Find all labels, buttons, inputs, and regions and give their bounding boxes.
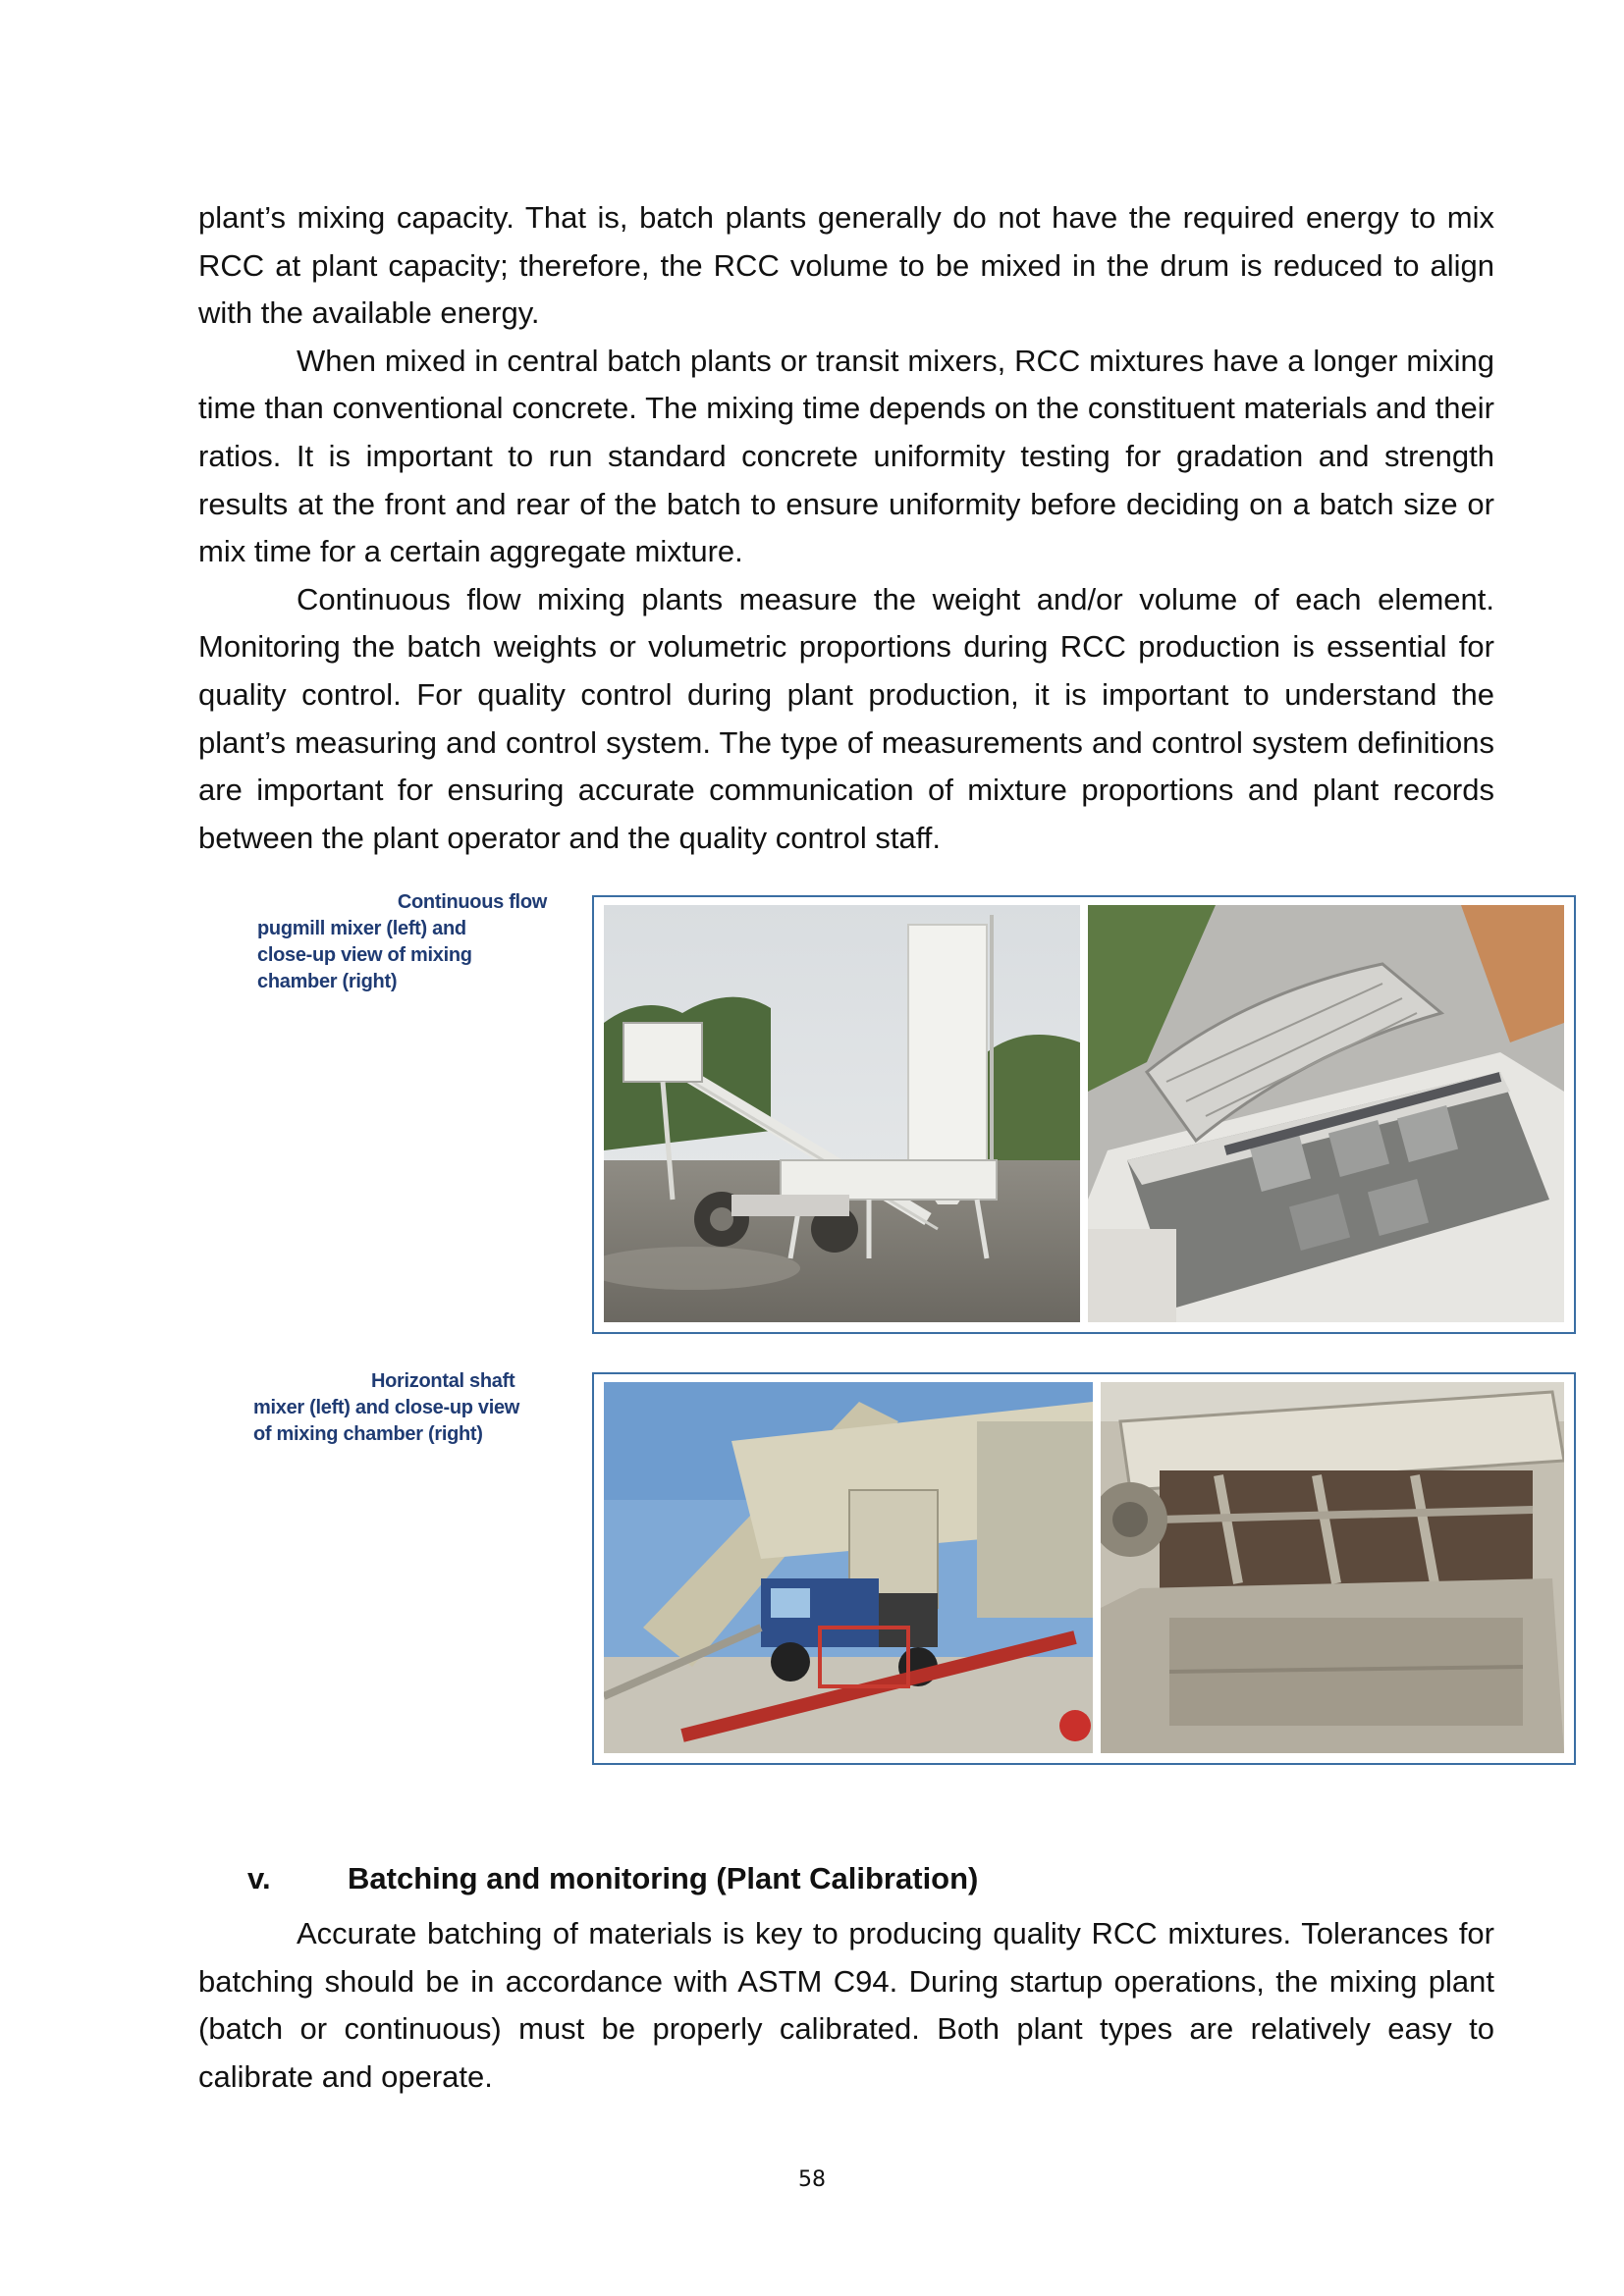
caption-line: chamber (right) [257,971,398,992]
body-text-bottom [198,1910,1494,2101]
caption-line: Continuous flow [397,891,547,913]
mixing-chamber-photo [1088,905,1564,1322]
paragraph: Continuous flow mixing plants measure the weight and/or volume of each element. Monitoring the batch weights or volumetric proportions during RCC production is essential for quality control. For quality control during plant production, it is important to understand the plant’s measuring and control system. The type of measurements and control system definitions are important for ensuring accurate communication of mixture proportions and plant records between the plant operator and the quality control staff. [198,581,1494,855]
shaft-mixing-chamber-photo [1101,1382,1564,1753]
section-number: v. [247,1861,271,1896]
paragraph: Accurate batching of materials is key to producing quality RCC mixtures. Tolerances for batching should be in accordance with ASTM C94. During startup operations, the mixing plant (batch or continuous) must be properly calibrated. Both plant types are relatively easy to calibrate and operate. [198,1916,1494,2094]
caption-line: pugmill mixer (left) and [257,918,466,939]
caption-line: mixer (left) and close-up view [253,1397,520,1418]
figure-1-frame [592,895,1576,1334]
paragraph: When mixed in central batch plants or transit mixers, RCC mixtures have a longer mixing time than conventional concrete. The mixing time depends on the constituent materials and their ratios. It is important to run standard concrete uniformity testing for gradation and strength results at the front and rear of the batch to ensure uniformity before deciding on a batch size or mix time for a certain aggregate mixture. [198,343,1494,569]
body-text-top [198,194,1494,862]
caption-line: of mixing chamber (right) [253,1423,483,1445]
caption-line: Horizontal shaft [371,1370,515,1392]
pugmill-mixer-photo [604,905,1080,1322]
figure-2-caption [253,1368,568,1448]
section-heading [247,1861,978,1896]
figure-1-caption [257,889,547,995]
caption-line: close-up view of mixing [257,944,472,966]
horizontal-shaft-mixer-photo [604,1382,1093,1753]
page-number: 58 [798,2167,826,2192]
section-title: Batching and monitoring (Plant Calibration) [348,1861,979,1896]
figure-2-frame [592,1372,1576,1765]
paragraph: plant’s mixing capacity. That is, batch plants generally do not have the required energy to mix RCC at plant capacity; therefore, the RCC volume to be mixed in the drum is reduced to align with the available energy. [198,200,1494,331]
